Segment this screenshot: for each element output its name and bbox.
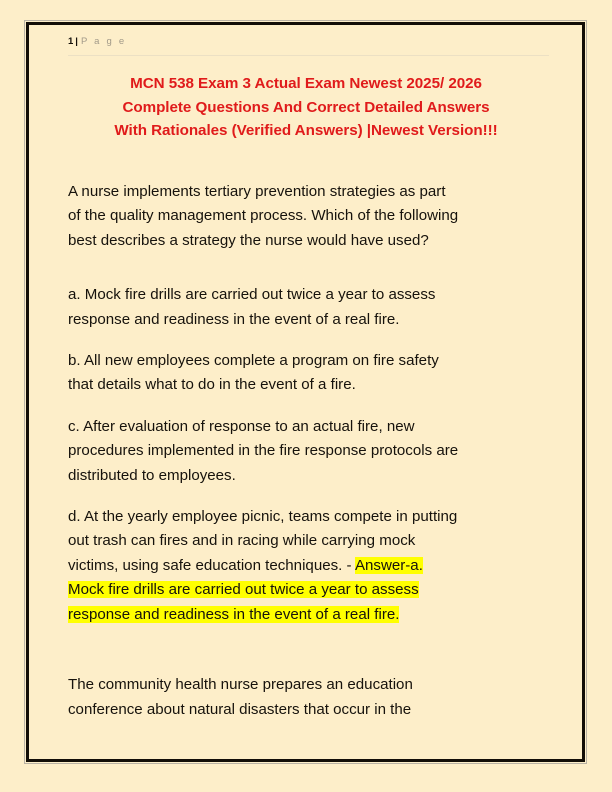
page-header-text xyxy=(68,36,550,47)
title-line-2: Complete Questions And Correct Detailed Answers xyxy=(122,98,490,116)
spacer xyxy=(68,332,550,349)
option-d xyxy=(68,505,550,627)
question-stem-line: best describes a strategy the nurse would have used? xyxy=(68,231,429,249)
spacer xyxy=(68,253,550,283)
spacer xyxy=(68,398,550,415)
answer-highlight: Mock fire drills are carried out twice a year to assess xyxy=(68,581,419,599)
running-header xyxy=(68,36,550,47)
next-question-line: The community health nurse prepares an education xyxy=(68,676,413,694)
option-b-line: b. All new employees complete a program on fire safety xyxy=(68,352,439,370)
page-content xyxy=(26,22,585,762)
option-b xyxy=(68,349,550,398)
option-d-answer-line xyxy=(68,554,550,578)
page-separator: | xyxy=(75,36,78,47)
option-b-line: that details what to do in the event of a fire. xyxy=(68,376,356,394)
page-number: 1 xyxy=(68,36,74,47)
option-c-line: c. After evaluation of response to an actual fire, new xyxy=(68,417,415,435)
next-question-stem xyxy=(68,673,550,722)
option-c-line: procedures implemented in the fire response protocols are xyxy=(68,442,459,460)
header-divider xyxy=(68,55,549,56)
option-d-line: d. At the yearly employee picnic, teams compete in putting xyxy=(68,508,458,526)
question-stem xyxy=(68,180,550,253)
answer-highlight: response and readiness in the event of a real fire. xyxy=(68,605,400,623)
spacer xyxy=(68,627,550,673)
option-a-line: response and readiness in the event of a real fire. xyxy=(68,310,400,328)
page-word-label: P a g e xyxy=(80,36,127,47)
title-line-1: MCN 538 Exam 3 Actual Exam Newest 2025/ 2026 xyxy=(130,75,482,92)
option-d-line: out trash can fires and in racing while carrying mock xyxy=(68,532,416,550)
next-question-line: conference about natural disasters that occur in the xyxy=(68,700,412,718)
answer-rationale-line xyxy=(68,578,550,602)
question-stem-line: A nurse implements tertiary prevention strategies as part xyxy=(68,183,446,200)
answer-highlight-lead: Answer-a. xyxy=(354,556,423,574)
question-stem-line: of the quality management process. Which of the following xyxy=(68,207,459,225)
option-a xyxy=(68,283,550,332)
title-line-3: With Rationales (Verified Answers) |Newest Version!!! xyxy=(114,122,498,139)
answer-rationale-line xyxy=(68,603,550,627)
option-d-line-tail: victims, using safe education techniques. - xyxy=(68,556,355,574)
option-c xyxy=(68,415,550,488)
spacer xyxy=(68,488,550,505)
document-body xyxy=(68,180,550,722)
option-a-line: a. Mock fire drills are carried out twice a year to assess xyxy=(68,286,436,304)
option-c-line: distributed to employees. xyxy=(68,466,236,484)
document-title xyxy=(48,72,564,143)
